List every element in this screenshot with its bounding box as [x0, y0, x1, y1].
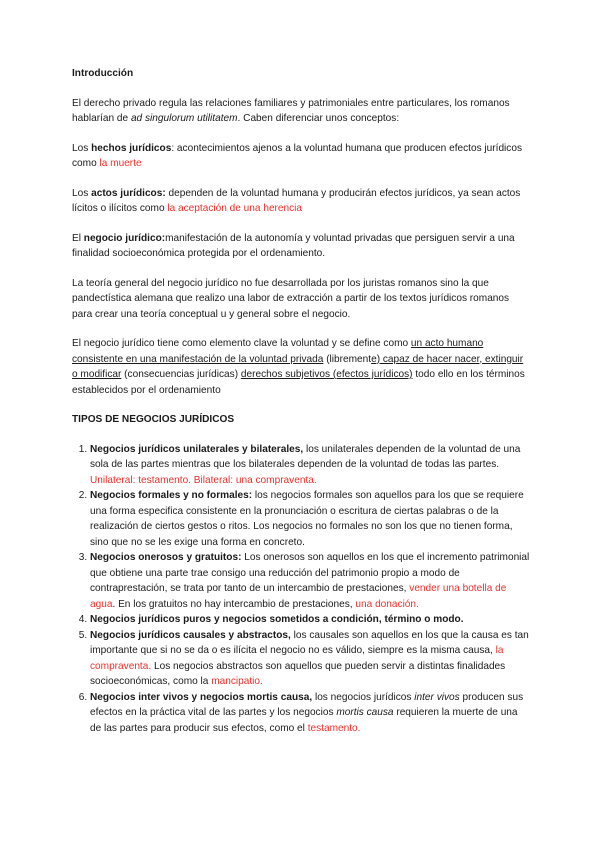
list-item: 6. Negocios inter vivos y negocios mortis causa, los negocios jurídicos inter vivos producen sus efectos en la práctica vital de las partes y los negocios mortis causa requieren la muerte de una de las partes para producir sus efectos, como el testamento.	[90, 690, 530, 737]
list-item: 2. Negocios formales y no formales: los negocios formales son aquellos para los que se requiere una forma especifica consistente en la pronunciación o escritura de ciertas palabras o de la realización de ciertos gestos o ritos. Los negocios no formales no son los que no tienen forma, sino que no se les exige una forma en concreto.	[90, 488, 530, 550]
paragraph-derecho-privado: El derecho privado regula las relaciones familiares y patrimoniales entre particulares, los romanos hablarían de ad singulorum utilitatem. Caben diferenciar unos conceptos:	[72, 97, 510, 124]
list-item: 4. Negocios jurídicos puros y negocios sometidos a condición, término o modo.	[90, 612, 530, 628]
paragraph-teoria-general: La teoría general del negocio jurídico no fue desarrollada por los juristas romanos sino la que pandectística alemana que realizo una labor de extracción a partir de los textos jurídicos romanos para crear una teoría conceptual u y general sobre el negocio.	[72, 277, 510, 320]
heading-introduccion: Introducción	[72, 68, 134, 79]
tipos-list	[72, 442, 530, 737]
paragraph-negocio-juridico: El negocio jurídico:manifestación de la autonomía y voluntad privadas que persiguen servir a una finalidad socioeconómica protegida por el ordenamiento.	[72, 232, 515, 259]
list-item: 5. Negocios jurídicos causales y abstractos, los causales son aquellos en los que la causa es tan importante que si no se da o es ilícita el negocio no es válido, siempre es la misma causa, la compraventa. Los negocios abstractos son aquellos que pueden servir a distintas finalidades socioeconómicas, como la mancipatio.	[90, 628, 530, 690]
paragraph-hechos-juridicos: Los hechos jurídicos: acontecimientos ajenos a la voluntad humana que producen efectos jurídicos como la muerte	[72, 142, 523, 169]
heading-tipos: TIPOS DE NEGOCIOS JURÍDICOS	[72, 414, 235, 425]
document-page	[72, 66, 530, 736]
list-item: 3. Negocios onerosos y gratuitos: Los onerosos son aquellos en los que el incremento patrimonial que obtiene una parte trae consigo una reducción del patrimonio propio a modo de contraprestación, se trata por tanto de un intercambio de prestaciones, vender una botella de agua. En los gratuitos no hay intercambio de prestaciones, una donación.	[90, 550, 530, 612]
paragraph-actos-juridicos: Los actos jurídicos: dependen de la voluntad humana y producirán efectos jurídicos, ya sean actos lícitos o ilícitos como la aceptación de una herencia	[72, 187, 521, 214]
list-item: 1. Negocios jurídicos unilaterales y bilaterales, los unilaterales dependen de la voluntad de una sola de las partes mientras que los bilaterales dependen de la voluntad de todas las partes. Unilateral: testamento. Bilateral: una compraventa.	[90, 442, 530, 489]
paragraph-definicion: El negocio jurídico tiene como elemento clave la voluntad y se define como un acto humano consistente en una manifestación de la voluntad privada (libremente) capaz de hacer nacer, extinguir o modificar (consecuencias jurídicas) derechos subjetivos (efectos jurídicos) todo ello en los términos establecidos por el ordenamiento	[72, 338, 525, 396]
